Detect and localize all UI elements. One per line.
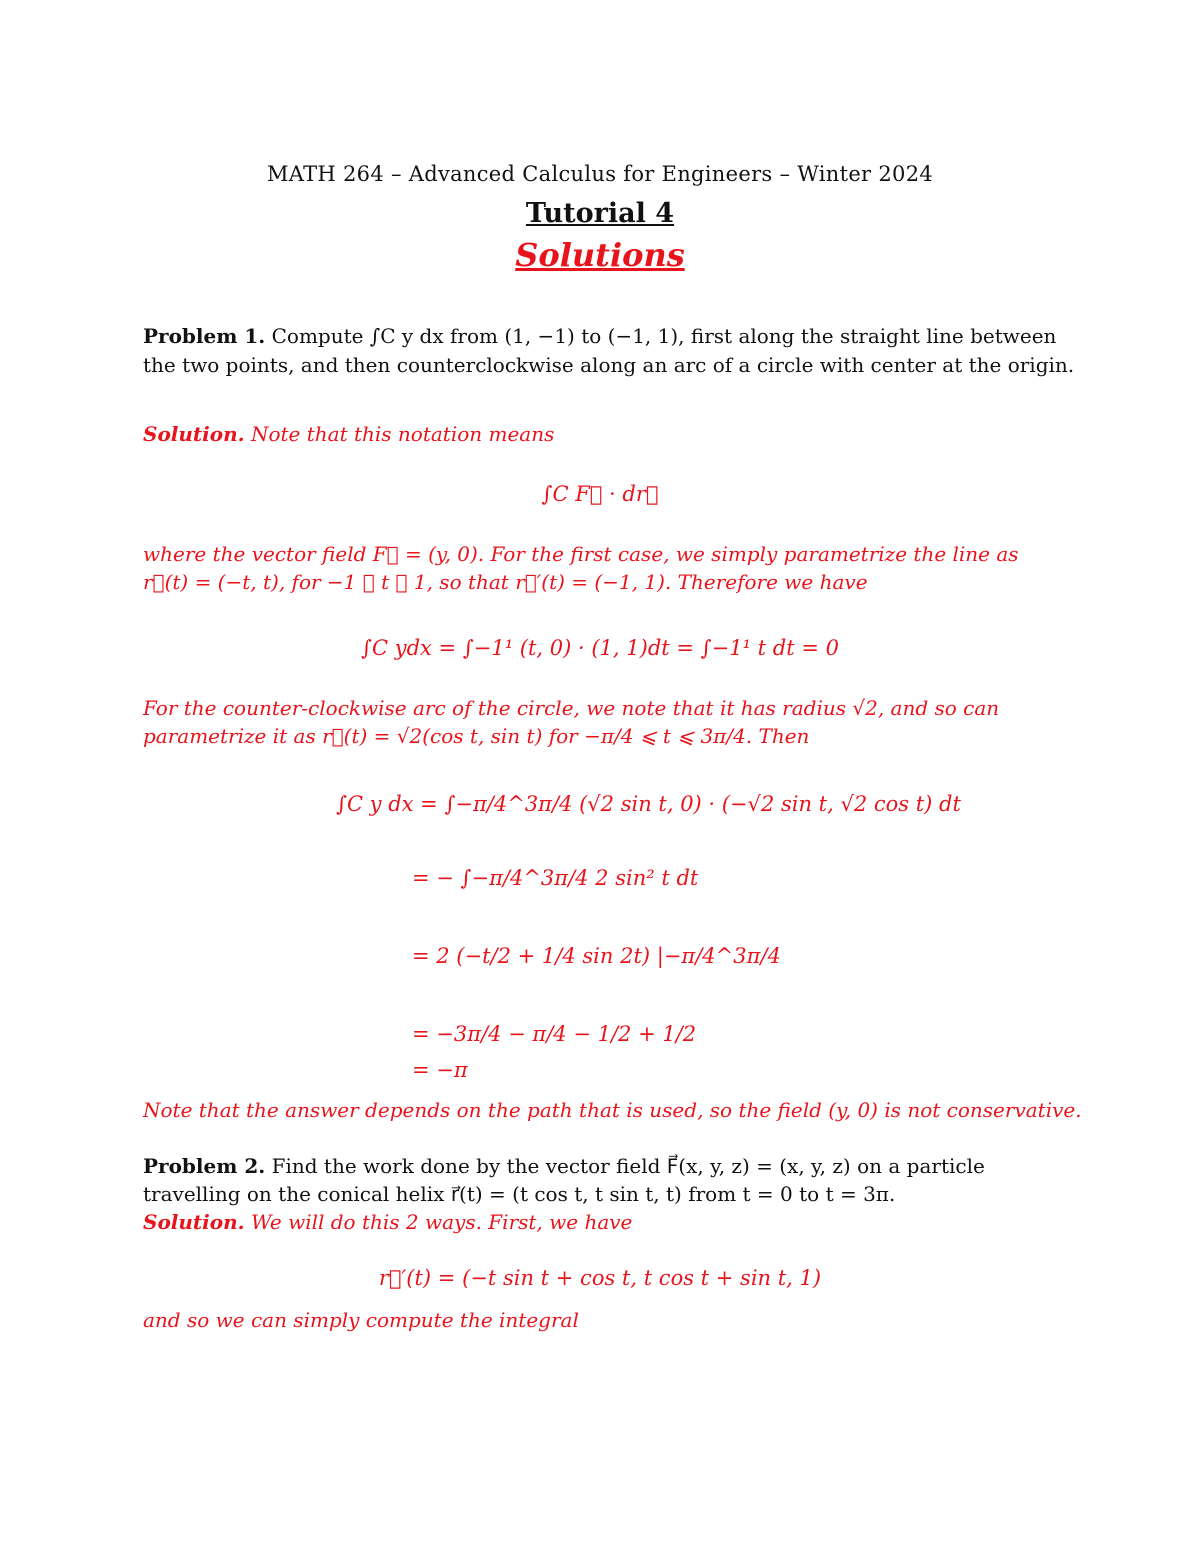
problem-1-text: Compute ∫C y dx from (1, −1) to (−1, 1), first along the straight line between (271, 324, 1057, 348)
equation-arc-line-5: = −π (412, 1058, 468, 1082)
problem-1-label: Problem 1. (143, 324, 266, 348)
solution-1-intro-line (143, 422, 554, 446)
solution-1-para-2-line-2: parametrize it as r⃗(t) = √2(cos t, sin t) for −π/4 ⩽ t ⩽ 3π/4. Then (143, 724, 810, 748)
solution-2-intro: We will do this 2 ways. First, we have (250, 1210, 633, 1234)
equation-derivative: r⃗′(t) = (−t sin t + cos t, t cos t + sin t, 1) (378, 1266, 822, 1290)
equation-arc-line-3: = 2 (−t/2 + 1/4 sin 2t) |−π/4^3π/4 (412, 944, 781, 968)
solution-1-para-1-line-1: where the vector field F⃗ = (y, 0). For the first case, we simply parametrize the line as (143, 542, 1019, 566)
equation-line-integral-def: ∫C F⃗ · dr⃗ (541, 482, 659, 506)
solution-2-label: Solution. (143, 1210, 245, 1234)
problem-2-line-1 (143, 1154, 985, 1178)
solutions-title: Solutions (515, 236, 685, 274)
problem-2-text: Find the work done by the vector field F⃗(x, y, z) = (x, y, z) on a particle (271, 1154, 985, 1178)
solution-1-label: Solution. (143, 422, 245, 446)
solution-1-intro: Note that this notation means (250, 422, 555, 446)
solution-2-intro-line (143, 1210, 632, 1234)
course-header: MATH 264 – Advanced Calculus for Engineers – Winter 2024 (266, 162, 934, 186)
equation-arc-line-1: ∫C y dx = ∫−π/4^3π/4 (√2 sin t, 0) · (−√2 sin t, √2 cos t) dt (336, 792, 961, 816)
solution-2-outro: and so we can simply compute the integral (143, 1308, 579, 1332)
equation-arc-line-4: = −3π/4 − π/4 − 1/2 + 1/2 (412, 1022, 697, 1046)
problem-2-label: Problem 2. (143, 1154, 266, 1178)
solution-1-para-2-line-1: For the counter-clockwise arc of the circle, we note that it has radius √2, and so can (143, 696, 1000, 720)
solution-1-conclusion: Note that the answer depends on the path that is used, so the field (y, 0) is not conservative. (143, 1098, 1082, 1122)
solution-1-para-1-line-2: r⃗(t) = (−t, t), for −1 ⩽ t ⩽ 1, so that r⃗′(t) = (−1, 1). Therefore we have (143, 570, 868, 594)
tutorial-title: Tutorial 4 (525, 198, 675, 229)
problem-1-line-1 (143, 324, 1056, 348)
problem-2-line-2: travelling on the conical helix r⃗(t) = (t cos t, t sin t, t) from t = 0 to t = 3π. (143, 1182, 896, 1206)
problem-1-line-2: the two points, and then counterclockwise along an arc of a circle with center at the origin. (143, 353, 1075, 377)
equation-straight-line: ∫C ydx = ∫−1¹ (t, 0) · (1, 1)dt = ∫−1¹ t dt = 0 (361, 636, 839, 660)
equation-arc-line-2: = − ∫−π/4^3π/4 2 sin² t dt (412, 866, 699, 890)
